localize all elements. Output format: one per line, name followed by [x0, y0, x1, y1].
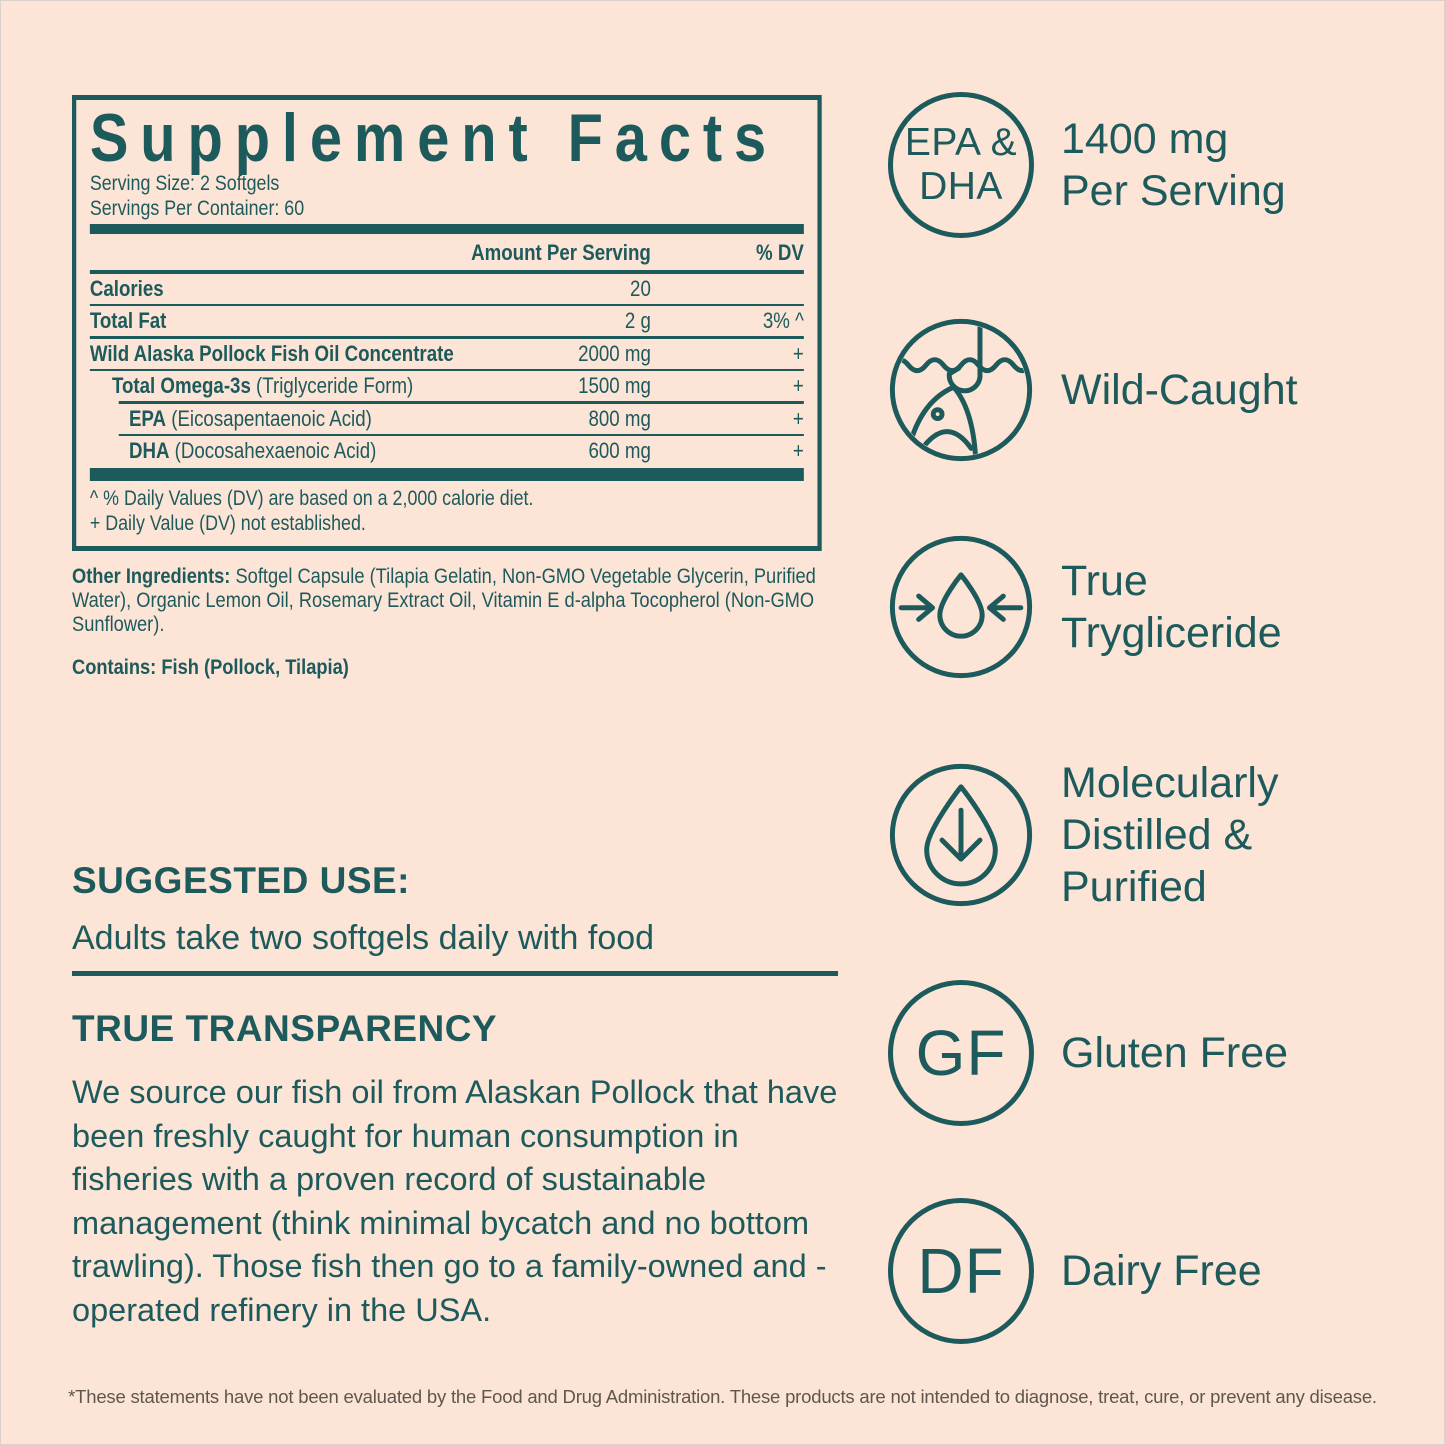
badge-droplet-distill — [888, 757, 1278, 913]
facts-row-amount: 600 mg — [588, 437, 651, 463]
df-icon: DF — [888, 1198, 1034, 1344]
servings-per-container: Servings Per Container: 60 — [89, 196, 305, 220]
epa-dha-icon: EPA & DHA — [888, 92, 1034, 238]
gf-icon: GF — [888, 980, 1034, 1126]
badge-gf — [888, 980, 1288, 1126]
facts-row-amount: 1500 mg — [578, 373, 651, 399]
facts-row-dv: + — [792, 437, 804, 463]
suggested-use-section — [72, 860, 862, 959]
badge-label: True Trygliceride — [1061, 557, 1282, 657]
footnote-dv-not-established: + Daily Value (DV) not established. — [89, 511, 366, 535]
badge-droplet-compress — [888, 534, 1282, 680]
true-transparency-section — [72, 1008, 854, 1332]
facts-header-row — [90, 234, 804, 274]
suggested-use-text: Adults take two softgels daily with food — [72, 919, 655, 957]
facts-row-dv: + — [792, 405, 804, 431]
badge-epa-dha — [888, 92, 1286, 238]
facts-rows — [90, 274, 804, 466]
amount-per-serving-header: Amount Per Serving — [471, 240, 651, 265]
facts-row — [90, 306, 804, 336]
serving-size: Serving Size: 2 Softgels — [89, 172, 280, 195]
other-ingredients-text: Softgel Capsule (Tilapia Gelatin, Non-GMO Vegetable Glycerin, Purified Water), Organic Lemon Oil, Rosemary Extract Oil, Vitamin E d-alpha Tocopherol (Non-GMO Sunflower). — [72, 563, 816, 636]
droplet-distill-icon — [888, 762, 1034, 908]
badge-df — [888, 1198, 1262, 1344]
badge-label: Wild-Caught — [1061, 366, 1298, 414]
fda-disclaimer: *These statements have not been evaluated by the Food and Drug Administration. These products are not intended to diagnose, treat, cure, or prevent any disease. — [68, 1386, 1377, 1407]
facts-row-dv: 3% ^ — [762, 308, 804, 334]
badge-label: Molecularly Distilled & Purified — [1061, 759, 1279, 911]
facts-row-amount: 20 — [630, 276, 651, 301]
facts-row-label: Calories — [89, 276, 164, 301]
facts-row — [90, 339, 804, 369]
footnote-daily-values: ^ % Daily Values (DV) are based on a 2,000 calorie diet. — [89, 486, 534, 510]
facts-row-dv: + — [792, 373, 804, 399]
facts-row — [90, 371, 804, 401]
droplet-compress-icon — [888, 534, 1034, 680]
facts-row — [90, 274, 804, 304]
percent-dv-header: % DV — [756, 240, 804, 265]
other-ingredients — [72, 565, 822, 636]
badge-wild-caught — [888, 317, 1298, 463]
contains-statement: Contains: Fish (Pollock, Tilapia) — [72, 655, 349, 680]
supplement-facts-title: Supplement Facts — [89, 100, 779, 176]
suggested-use-heading: SUGGESTED USE: — [72, 860, 410, 901]
true-transparency-text: We source our fish oil from Alaskan Pollock that have been freshly caught for human consumption in fisheries with a proven record of sustainable management (think minimal bycatch and no bottom trawling). Those fish then go to a family-owned and -operated refinery in the USA. — [72, 1074, 838, 1328]
other-ingredients-label: Other Ingredients: — [72, 563, 231, 588]
facts-row — [90, 436, 804, 466]
facts-row — [90, 404, 804, 434]
supplement-facts-panel — [72, 95, 822, 551]
facts-row-amount: 800 mg — [588, 405, 651, 431]
badge-label: Dairy Free — [1061, 1247, 1262, 1295]
facts-row-amount: 2 g — [624, 308, 651, 334]
facts-row-dv: + — [792, 340, 804, 366]
facts-row-amount: 2000 mg — [578, 340, 651, 366]
section-divider — [72, 971, 838, 976]
badge-label: Gluten Free — [1061, 1029, 1289, 1077]
facts-row-label: EPA (Eicosapentaenoic Acid) — [128, 405, 372, 431]
facts-row-label: Wild Alaska Pollock Fish Oil Concentrate — [89, 340, 454, 366]
facts-row-label: Total Omega-3s (Triglyceride Form) — [111, 373, 414, 399]
badge-label: 1400 mg Per Serving — [1061, 115, 1286, 215]
thick-divider-top — [90, 224, 804, 234]
facts-row-label: DHA (Docosahexaenoic Acid) — [128, 437, 377, 463]
facts-row-label: Total Fat — [89, 308, 167, 334]
thick-divider-bottom — [90, 468, 804, 481]
supplement-facts-area — [72, 95, 822, 680]
true-transparency-heading: TRUE TRANSPARENCY — [72, 1008, 498, 1049]
wild-caught-icon — [888, 317, 1034, 463]
